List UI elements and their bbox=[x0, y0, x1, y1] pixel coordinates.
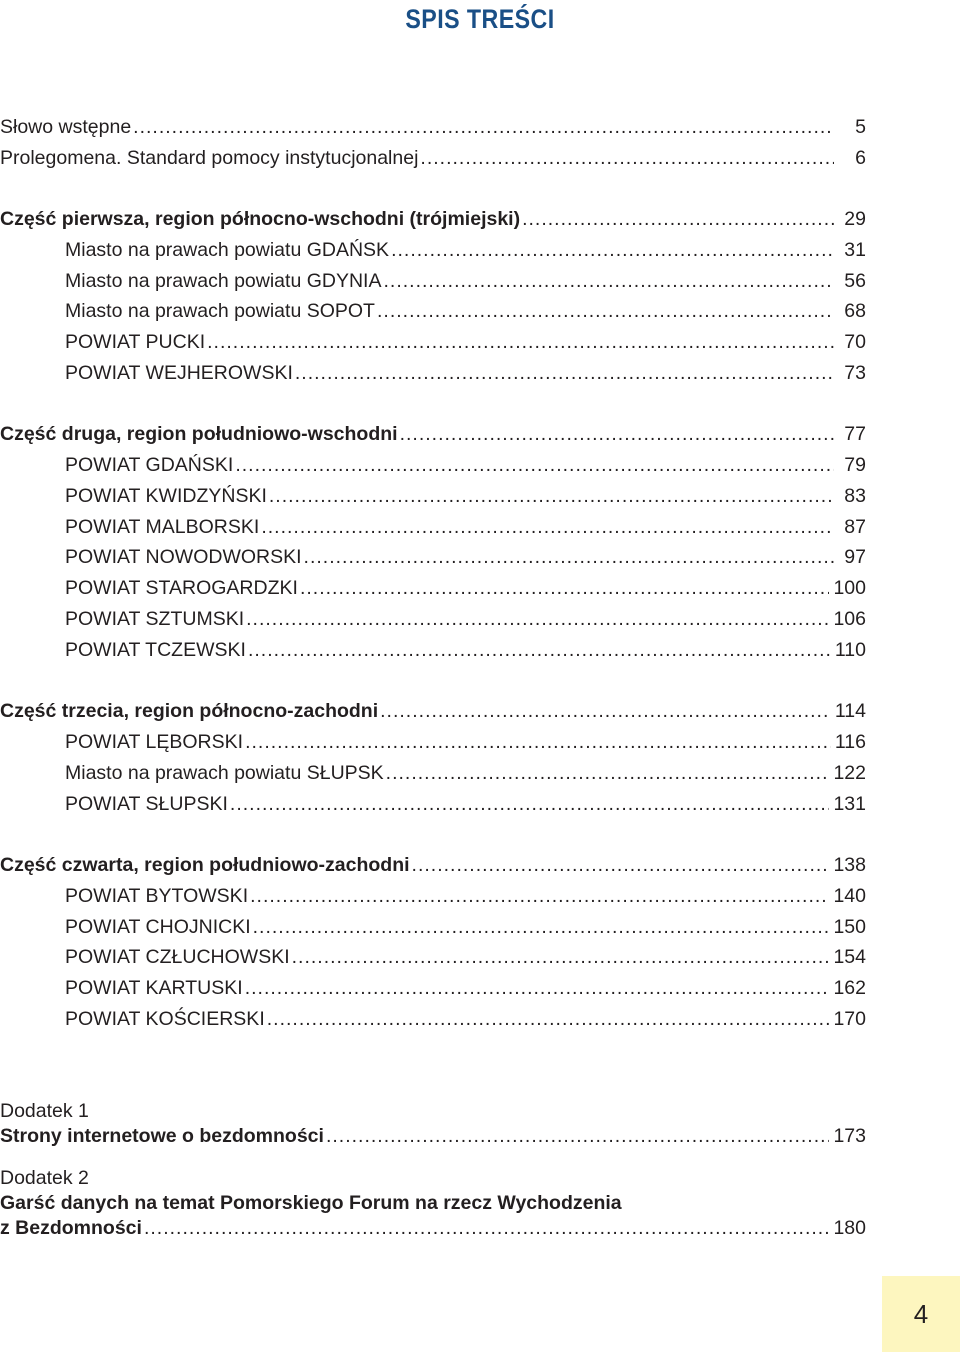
toc-leader-dots bbox=[383, 268, 834, 294]
toc-leader-dots bbox=[326, 1123, 830, 1149]
toc-leader-dots bbox=[391, 237, 834, 263]
toc-leader-dots bbox=[269, 483, 834, 509]
toc-entry-page: 110 bbox=[834, 639, 866, 661]
toc-entry-label: POWIAT NOWODWORSKI bbox=[65, 546, 302, 568]
toc-entry-page: 29 bbox=[844, 208, 866, 230]
toc-entry[interactable] bbox=[65, 360, 866, 386]
toc-entry-page: 100 bbox=[833, 577, 866, 599]
toc-entry-label: Miasto na prawach powiatu GDAŃSK bbox=[65, 239, 390, 261]
toc-entry-label: z Bezdomności bbox=[0, 1217, 142, 1239]
toc-entry-label: POWIAT TCZEWSKI bbox=[65, 639, 246, 661]
toc-leader-dots bbox=[230, 791, 830, 817]
toc-leader-dots bbox=[235, 452, 834, 478]
toc-leader-dots bbox=[253, 914, 830, 940]
appendix-2-heading: Dodatek 2 bbox=[0, 1167, 89, 1189]
toc-entry[interactable] bbox=[65, 975, 866, 1001]
toc-entry-page: 83 bbox=[844, 485, 866, 507]
toc-entry-label: Część druga, region południowo-wschodni bbox=[0, 423, 398, 445]
toc-entry-label: POWIAT CHOJNICKI bbox=[65, 916, 251, 938]
toc-entry[interactable] bbox=[65, 268, 866, 294]
toc-entry-page: 73 bbox=[844, 362, 866, 384]
toc-entry[interactable] bbox=[65, 575, 866, 601]
toc-entry-appendix-2[interactable] bbox=[0, 1215, 866, 1241]
toc-leader-dots bbox=[144, 1215, 830, 1241]
toc-leader-dots bbox=[380, 698, 831, 724]
toc-entry-label: POWIAT LĘBORSKI bbox=[65, 731, 244, 753]
toc-entry[interactable] bbox=[65, 1006, 866, 1032]
page-number-box bbox=[882, 1276, 960, 1352]
toc-leader-dots bbox=[400, 421, 834, 447]
toc-entry-label: POWIAT CZŁUCHOWSKI bbox=[65, 946, 290, 968]
toc-entry-page: 106 bbox=[833, 608, 866, 630]
appendix-2-title-line: Garść danych na temat Pomorskiego Forum na rzecz Wychodzenia bbox=[0, 1192, 622, 1214]
toc-entry-label: Miasto na prawach powiatu SOPOT bbox=[65, 300, 375, 322]
toc-leader-dots bbox=[386, 760, 830, 786]
toc-entry-label: POWIAT SŁUPSKI bbox=[65, 793, 228, 815]
toc-entry-label: Miasto na prawach powiatu SŁUPSK bbox=[65, 762, 384, 784]
toc-entry[interactable] bbox=[65, 637, 866, 663]
toc-entry-page: 138 bbox=[833, 854, 866, 876]
toc-leader-dots bbox=[250, 883, 829, 909]
toc-entry[interactable] bbox=[0, 421, 866, 447]
toc-entry-label: POWIAT KOŚCIERSKI bbox=[65, 1008, 265, 1030]
toc-entry-label: POWIAT KARTUSKI bbox=[65, 977, 243, 999]
toc-entry-page: 68 bbox=[844, 300, 866, 322]
toc-entry-page: 79 bbox=[844, 454, 866, 476]
toc-entry-page: 5 bbox=[855, 116, 866, 138]
toc-entry[interactable] bbox=[0, 852, 866, 878]
toc-entry-page: 114 bbox=[834, 700, 866, 722]
toc-entry[interactable] bbox=[65, 544, 866, 570]
toc-entry-page: 6 bbox=[855, 147, 866, 169]
toc-entry-label: POWIAT KWIDZYŃSKI bbox=[65, 485, 267, 507]
toc-entry-page: 170 bbox=[833, 1008, 866, 1030]
toc-leader-dots bbox=[246, 606, 829, 632]
toc-leader-dots bbox=[420, 145, 834, 171]
toc-entry-label: POWIAT WEJHEROWSKI bbox=[65, 362, 293, 384]
toc-entry[interactable] bbox=[65, 883, 866, 909]
toc-leader-dots bbox=[292, 944, 830, 970]
toc-entry-appendix-1[interactable] bbox=[0, 1123, 866, 1149]
toc-entry-label: Strony internetowe o bezdomności bbox=[0, 1125, 324, 1147]
toc-entry[interactable] bbox=[65, 944, 866, 970]
toc-entry[interactable] bbox=[0, 698, 866, 724]
toc-entry-page: 154 bbox=[833, 946, 866, 968]
toc-entry-page: 116 bbox=[834, 731, 866, 753]
toc-entry-label: Część czwarta, region południowo-zachodni bbox=[0, 854, 410, 876]
toc-entry[interactable] bbox=[65, 914, 866, 940]
toc-entry-label: POWIAT GDAŃSKI bbox=[65, 454, 234, 476]
toc-entry-page: 131 bbox=[833, 793, 866, 815]
toc-entry-page: 77 bbox=[844, 423, 866, 445]
toc-entry-label: Część trzecia, region północno-zachodni bbox=[0, 700, 379, 722]
toc-entry-label: POWIAT STAROGARDZKI bbox=[65, 577, 298, 599]
toc-entry-page: 173 bbox=[833, 1125, 866, 1147]
toc-entry[interactable] bbox=[65, 791, 866, 817]
toc-entry[interactable] bbox=[0, 145, 866, 171]
toc-entry-label: POWIAT SZTUMSKI bbox=[65, 608, 245, 630]
toc-entry-label: Prolegomena. Standard pomocy instytucjonalnej bbox=[0, 147, 419, 169]
toc-entry-page: 87 bbox=[844, 516, 866, 538]
toc-entry-label: Część pierwsza, region północno-wschodni (trójmiejski) bbox=[0, 208, 521, 230]
toc-entry-page: 97 bbox=[844, 546, 866, 568]
toc-entry[interactable] bbox=[65, 514, 866, 540]
page-title: SPIS TREŚCI bbox=[405, 4, 555, 34]
toc-entry[interactable] bbox=[65, 760, 866, 786]
toc-leader-dots bbox=[248, 637, 831, 663]
toc-leader-dots bbox=[261, 514, 834, 540]
toc-entry-page: 56 bbox=[844, 270, 866, 292]
toc-entry-page: 180 bbox=[833, 1217, 866, 1239]
toc-entry[interactable] bbox=[65, 452, 866, 478]
toc-leader-dots bbox=[245, 975, 830, 1001]
toc-entry-page: 70 bbox=[844, 331, 866, 353]
toc-leader-dots bbox=[377, 298, 834, 324]
toc-entry-page: 122 bbox=[833, 762, 866, 784]
toc-entry-label: POWIAT PUCKI bbox=[65, 331, 206, 353]
toc-leader-dots bbox=[300, 575, 830, 601]
toc-entry[interactable] bbox=[65, 606, 866, 632]
toc-leader-dots bbox=[133, 114, 834, 140]
toc-entry-page: 31 bbox=[844, 239, 866, 261]
toc-entry[interactable] bbox=[65, 329, 866, 355]
toc-entry-label: POWIAT BYTOWSKI bbox=[65, 885, 249, 907]
toc-entry[interactable] bbox=[0, 114, 866, 140]
toc-leader-dots bbox=[522, 206, 834, 232]
toc-entry-label: Miasto na prawach powiatu GDYNIA bbox=[65, 270, 382, 292]
toc-entry-page: 150 bbox=[833, 916, 866, 938]
toc-leader-dots bbox=[304, 544, 834, 570]
toc-entry-label: POWIAT MALBORSKI bbox=[65, 516, 260, 538]
toc-entry-page: 140 bbox=[833, 885, 866, 907]
toc-entry[interactable] bbox=[65, 298, 866, 324]
toc-leader-dots bbox=[295, 360, 834, 386]
toc-leader-dots bbox=[207, 329, 834, 355]
appendix-1-heading: Dodatek 1 bbox=[0, 1100, 89, 1122]
toc-entry[interactable] bbox=[65, 237, 866, 263]
toc-leader-dots bbox=[412, 852, 830, 878]
toc-entry-page: 162 bbox=[833, 977, 866, 999]
toc-entry[interactable] bbox=[65, 483, 866, 509]
toc-leader-dots bbox=[267, 1006, 830, 1032]
toc-entry[interactable] bbox=[65, 729, 866, 755]
toc-leader-dots bbox=[245, 729, 831, 755]
toc-entry[interactable] bbox=[0, 206, 866, 232]
page-number: 4 bbox=[913, 1298, 929, 1329]
toc-entry-label: Słowo wstępne bbox=[0, 116, 132, 138]
